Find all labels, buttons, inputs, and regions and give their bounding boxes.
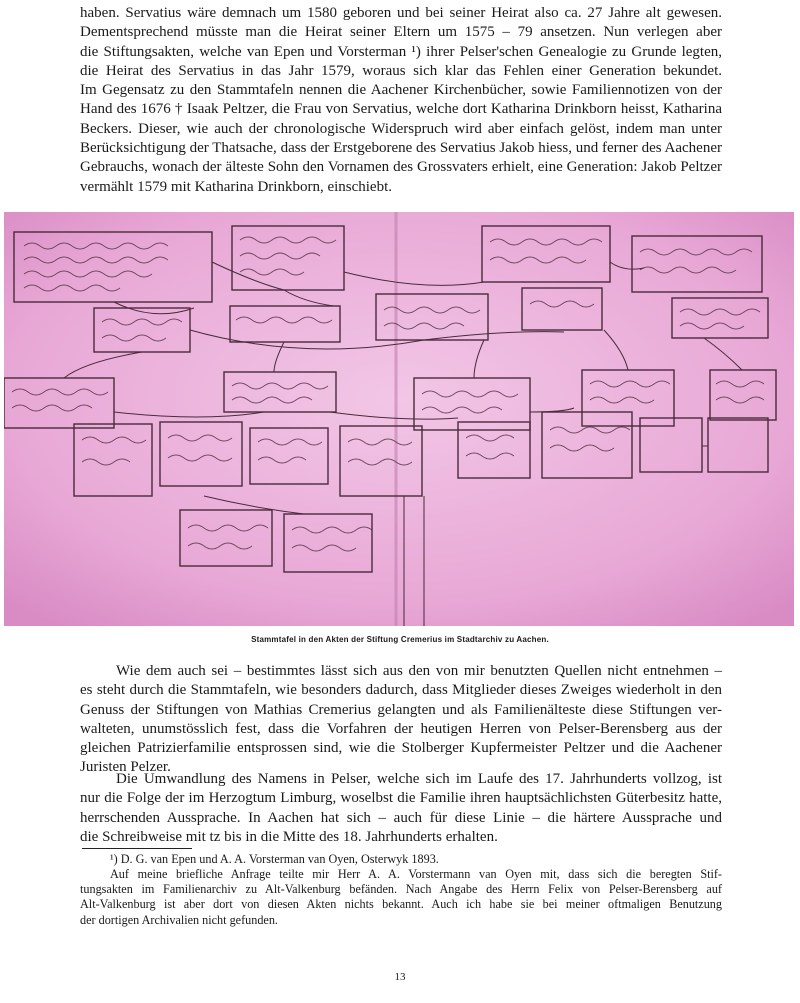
- text-line: herrschenden Aussprache. In Aachen hat sich – auch für diese Linie – die härtere Aussprache und: [80, 809, 722, 826]
- text-line: die Schreibweise mit tz bis in die Mitte des 18. Jahrhunderts erhalten.: [80, 828, 498, 845]
- paragraph-3: [80, 770, 722, 847]
- text-line: die Heirat des Servatius in das Jahr 1579, woraus sich klar das Fehlen einer Generation bekundet.: [80, 62, 722, 79]
- text-line: Juristen Pelzer.: [80, 759, 171, 776]
- text-line: walteten, unumstösslich fest, dass die Vorfahren der heutigen Herren von Pelser-Berensberg aus der: [80, 720, 722, 737]
- text-line: Hand des 1676 † Isaak Peltzer, die Frau von Servatius, welche dort Katharina Drinkborn heisst, Katharina: [80, 101, 722, 118]
- paragraph-1: [80, 4, 722, 197]
- footnote-1: [80, 852, 722, 867]
- text-line: die Stiftungsakten, welche van Epen und Vorsterman ¹) ihrer Pelser'schen Genealogie zu Grunde legten,: [80, 43, 722, 60]
- text-line: haben. Servatius wäre demnach um 1580 geboren und bei seiner Heirat also ca. 27 Jahre alt gewesen.: [80, 5, 722, 21]
- page-number: 13: [394, 971, 406, 983]
- text-line: Wie dem auch sei – bestimmtes lässt sich aus den von mir benutzten Quellen nicht entnehmen –: [116, 663, 722, 679]
- text-line: Die Umwandlung des Namens in Pelser, welche sich im Laufe des 17. Jahrhunderts vollzog, ist: [116, 771, 722, 787]
- text-line: Beckers. Dieser, wie auch der chronologische Widerspruch wird aber einfach gelöst, indem man unter: [80, 120, 722, 137]
- text-line: Alt-Valkenburg ist aber dort von diesen Akten nichts bekannt. Auch ich habe sie bei meiner oftmaligen Benutzung: [80, 897, 722, 912]
- text-line: Gebrauchs, wonach der älteste Sohn den Vornamen des Grossvaters erhielt, eine Generation: Jakob Peltzer: [80, 159, 722, 176]
- text-line: Dementsprechend müsste man die Heirat seiner Eltern um 1575 – 79 ansetzen. Nun verlegen aber: [80, 24, 722, 41]
- text-line: nur die Folge der im Herzogtum Limburg, woselbst die Familie ihren hauptsächlichsten Güterbesitz hatte,: [80, 790, 722, 807]
- text-line: vermählt 1579 mit Katharina Drinkborn, einschiebt.: [80, 178, 393, 195]
- footnote-2: [80, 867, 722, 928]
- text-line: ¹) D. G. van Epen und A. A. Vorsterman van Oyen, Osterwyk 1893.: [110, 852, 439, 866]
- text-line: es steht durch die Stammtafeln, wie besonders dadurch, dass Mitglieder dieses Zweiges wiederholt in den: [80, 682, 722, 699]
- text-line: Auf meine briefliche Anfrage teilte mir Herr A. A. Vorstermann van Oyen mit, dass sich die beregten Stif-: [110, 867, 722, 881]
- paragraph-2: [80, 662, 722, 778]
- text-line: Im Gegensatz zu den Stammtafeln nennen die Aachener Kirchenbücher, sowie Familiennotizen von der: [80, 82, 722, 99]
- family-tree-manuscript-image: [4, 212, 794, 626]
- figure-caption: Stammtafel in den Akten der Stiftung Cremerius im Stadtarchiv zu Aachen.: [251, 635, 549, 644]
- text-line: Genuss der Stiftungen von Mathias Cremerius gelangten und als Familienälteste diese Stiftungen ver-: [80, 701, 722, 718]
- text-line: Berücksichtigung der Thatsache, dass der Erstgeborene des Servatius Jakob hiess, und ferner des Aachener: [80, 140, 722, 157]
- text-line: der dortigen Archivalien nicht gefunden.: [80, 912, 278, 927]
- footnote-divider: [82, 848, 192, 849]
- text-line: tungsakten im Familienarchiv zu Alt-Valkenburg befänden. Nach Angabe des Herrn Felix von Pelser-Berensberg auf: [80, 882, 722, 897]
- text-line: gleichen Patrizierfamilie entsprossen sind, wie die Stolberger Kupfermeister Peltzer und die Aachener: [80, 740, 722, 757]
